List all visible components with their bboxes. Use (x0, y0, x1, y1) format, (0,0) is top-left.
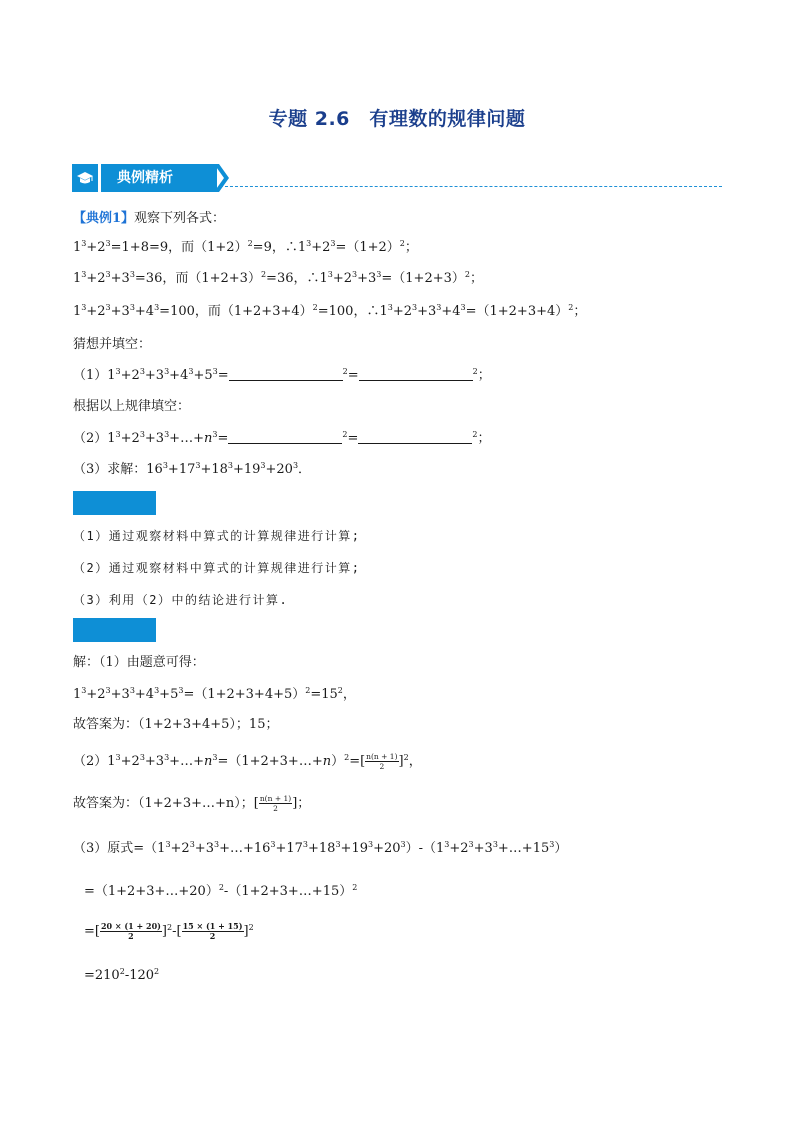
eq-line-2: $1^3+2^3+3^3=36$，而$(1+2+3)^2=36$，$\therefore 1^3+2^3+3^3=(1+2+3)^2$； (73, 270, 483, 286)
eq-line-3: $1^3+2^3+3^3+4^3=100$，而$(1+2+3+4)^2=100$，$\therefore 1^3+2^3+3^3+4^3=(1+2+3+4)^2$； (73, 303, 587, 319)
rule-prompt: 根据以上规律填空： (73, 399, 191, 414)
solution-intro: 解：（1）由题意可得： (73, 655, 205, 670)
example-intro (73, 210, 225, 228)
solution-answer-1: 故答案为：（1+2+3+4+5）；15； (73, 717, 279, 732)
analysis-bar (73, 491, 156, 515)
solution-line-2: $(2)1^3+2^3+3^3+\dots+n^3=(1+2+3+\dots+n)^2=$[ $\frac{n(n + 1)}{2}$ ]$^2$， (73, 752, 422, 771)
chevron-right-icon (214, 164, 230, 192)
fraction: $\frac{n(n + 1)}{2}$ (259, 794, 292, 813)
solution-bar (73, 618, 156, 642)
answer-blank[interactable] (229, 367, 343, 381)
answer-blank[interactable] (228, 430, 342, 444)
question-1: $(1)1^3+2^3+3^3+4^3+5^3= ^2= ^2$； (73, 367, 491, 383)
example-tag: 【典例1】 (73, 211, 135, 226)
solution-step-2: =[ $\frac{20 \times (1 + 20)}{2}$ ]$^2$-[ $\frac{15 \times (1 + 15)}{2}$ ]$^2$ (84, 921, 254, 941)
answer-blank[interactable] (359, 367, 473, 381)
question-2: $(2)1^3+2^3+3^3+\dots+n^3= ^2= ^2$； (73, 430, 491, 446)
section-label: 典例精析 (101, 164, 217, 192)
solution-step-1: =（1+2+3+…+20）$^2$-（1+2+3+…+15）$^2$ (84, 883, 358, 899)
fraction: $\frac{n(n + 1)}{2}$ (366, 752, 398, 771)
solution-line-3: （3）原式$=(1^3+2^3+3^3+\dots+16^3+17^3+18^3+19^3+20^3)-(1^3+2^3+3^3+\dots+15^3)$ (73, 840, 568, 856)
eq-line-1: $1^3+2^3=1+8=9$，而$(1+2)^2=9$，$\therefore 1^3+2^3=(1+2)^2$； (73, 239, 418, 255)
solution-line-1: $1^3+2^3+3^3+4^3+5^3=(1+2+3+4+5)^2=15^2$， (73, 686, 356, 702)
fraction: $\frac{20 \times (1 + 20)}{2}$ (100, 921, 161, 941)
guess-prompt: 猜想并填空： (73, 337, 152, 352)
section-header (72, 164, 722, 194)
fraction: $\frac{15 \times (1 + 15)}{2}$ (182, 921, 243, 941)
graduation-cap-icon (72, 164, 98, 192)
answer-blank[interactable] (358, 430, 472, 444)
section-divider (220, 186, 722, 187)
solution-answer-2: 故答案为：（1+2+3+…+n）；[ $\frac{n(n + 1)}{2}$ ]； (73, 794, 311, 813)
example-intro-text: 观察下列各式： (134, 211, 226, 226)
solution-step-3: $=210^2-120^2$ (84, 967, 160, 983)
analysis-1: （1）通过观察材料中算式的计算规律进行计算; (73, 529, 361, 543)
page-title: 专题 2.6 有理数的规律问题 (268, 108, 526, 130)
analysis-3: （3）利用（2）中的结论进行计算. (73, 593, 289, 607)
analysis-2: （2）通过观察材料中算式的计算规律进行计算; (73, 561, 361, 575)
question-3: （3）求解：$16^3+17^3+18^3+19^3+20^3$． (73, 461, 312, 477)
